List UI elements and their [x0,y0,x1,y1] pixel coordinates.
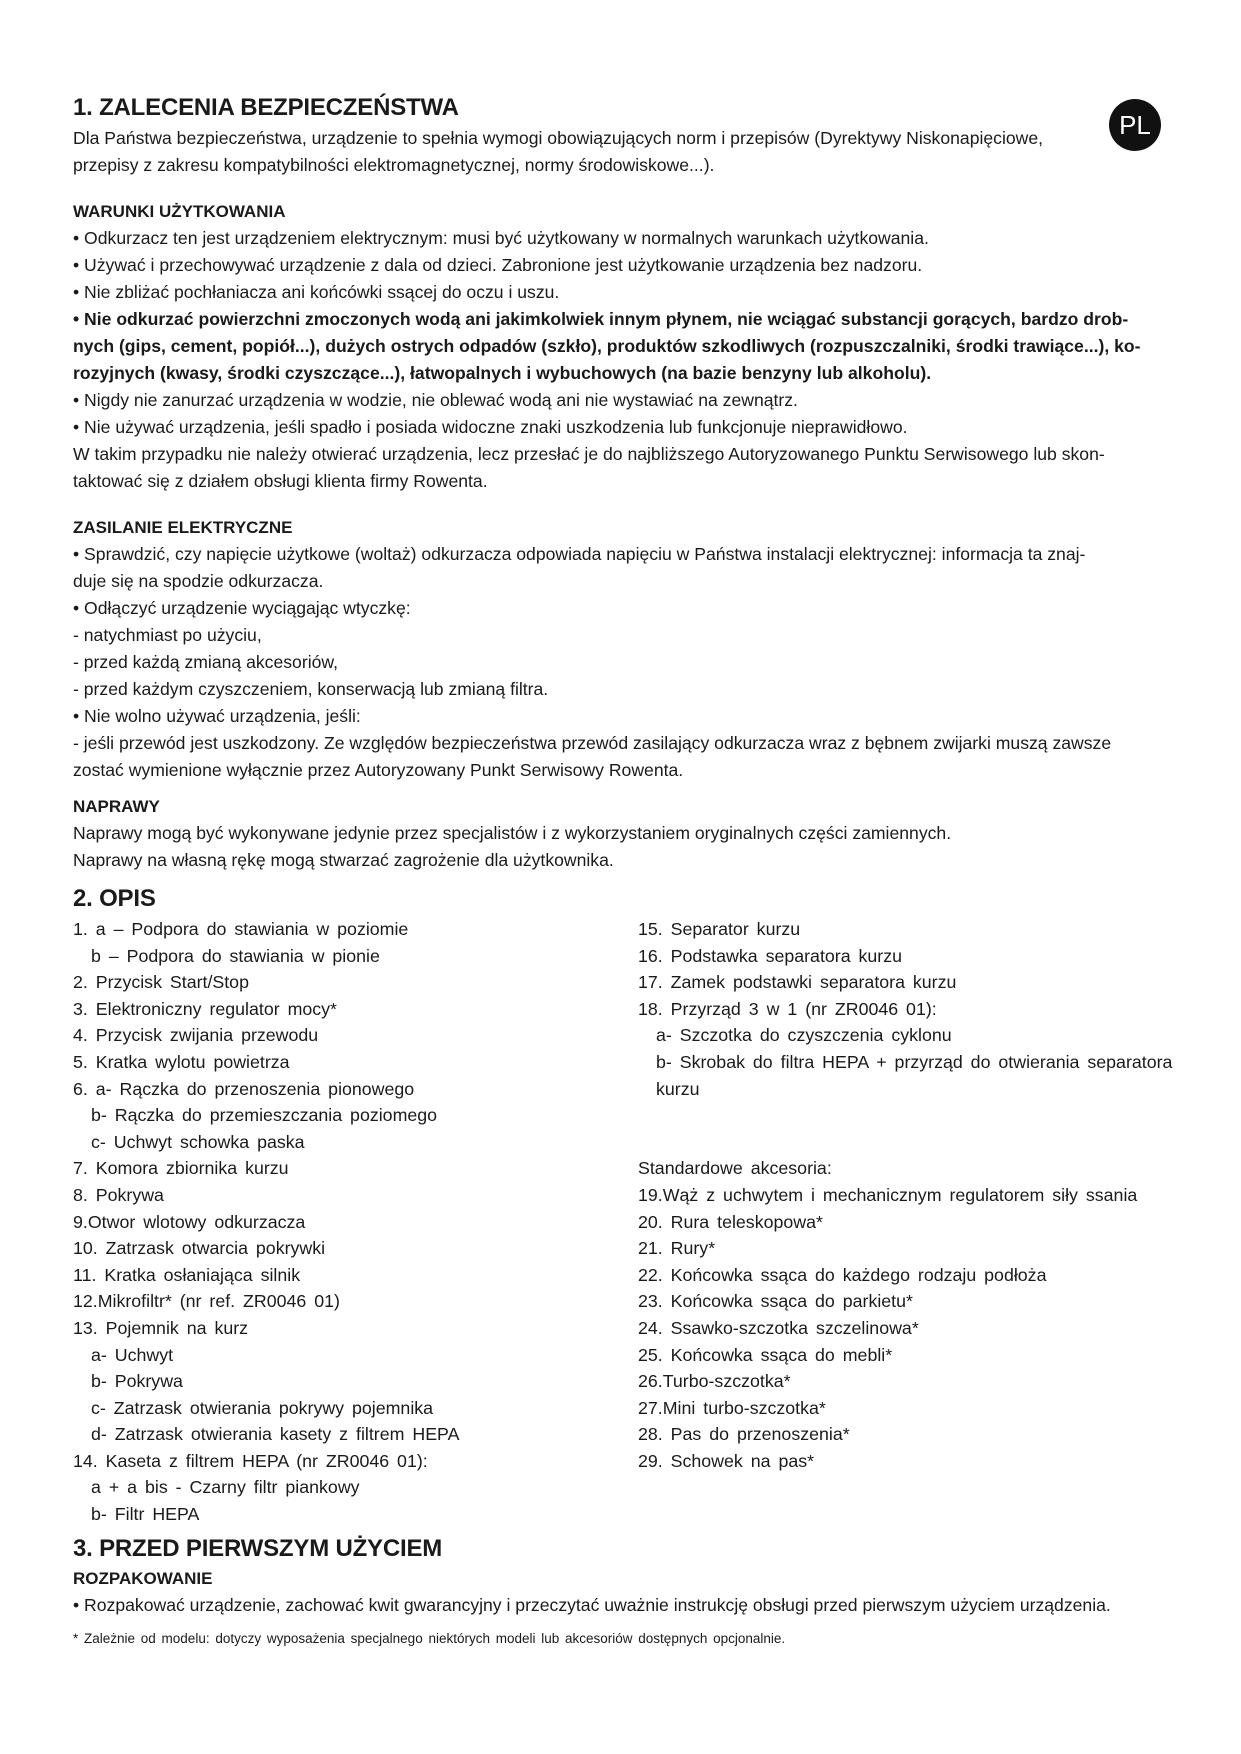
text-line: • Rozpakować urządzenie, zachować kwit gwarancyjny i przeczytać uważnie instrukcję obsługi przed pierwszym użyciem urządzenia. [73,1594,1111,1615]
text-line: W takim przypadku nie należy otwierać urządzenia, lecz przesłać je do najbliższego Autoryzowanego Punktu Serwisowego lub skon- [73,444,1105,464]
text-line: zostać wymienione wyłącznie przez Autoryzowany Punkt Serwisowy Rowenta. [73,760,684,780]
parts-list-item: 18. Przyrząd 3 w 1 (nr ZR0046 01): [638,998,937,1019]
text-line: - przed każdą zmianą akcesoriów, [73,652,339,672]
text-line: • Nigdy nie zanurzać urządzenia w wodzie, nie oblewać wodą ani nie wystawiać na zewnątrz. [73,390,798,410]
section-title-safety: 1. ZALECENIA BEZPIECZEŃSTWA [73,94,459,121]
page-content [73,93,1203,1649]
subheading-rozpakowanie: ROZPAKOWANIE [73,1568,213,1588]
text-line: • Nie zbliżać pochłaniacza ani końcówki ssącej do oczu i uszu. [73,282,560,302]
parts-list-item: b- Pokrywa [91,1371,183,1392]
parts-list-item: b – Podpora do stawiania w pionie [91,945,380,966]
text-line: • Odłączyć urządzenie wyciągając wtyczkę: [73,598,411,618]
parts-list-item: 12.Mikrofiltr* (nr ref. ZR0046 01) [73,1291,340,1312]
parts-list-item: 2. Przycisk Start/Stop [73,972,249,993]
text-line: • Nie używać urządzenia, jeśli spadło i posiada widoczne znaki uszkodzenia lub funkcjonuje nieprawidłowo. [73,417,908,437]
parts-list-left [73,916,638,1528]
text-line: - przed każdym czyszczeniem, konserwacją lub zmianą filtra. [73,679,549,699]
text-line: • Odkurzacz ten jest urządzeniem elektrycznym: musi być użytkowany w normalnych warunkach użytkowania. [73,228,929,248]
parts-list-item: 7. Komora zbiornika kurzu [73,1158,289,1179]
intro-line: Dla Państwa bezpieczeństwa, urządzenie to spełnia wymogi obowiązujących norm i przepisów (Dyrektywy Niskonapięciowe, [73,128,1044,148]
parts-list-item: 23. Końcowka ssąca do parkietu* [638,1291,913,1312]
intro-line: przepisy z zakresu kompatybilności elektromagnetycznej, normy środowiskowe...). [73,155,715,175]
parts-list-item: 15. Separator kurzu [638,919,801,939]
warning-line: rozyjnych (kwasy, środki czyszczące...), łatwopalnych i wybuchowych (na bazie benzyny lub alkoholu). [73,363,932,383]
subheading-zasilanie: ZASILANIE ELEKTRYCZNE [73,518,293,537]
parts-list-item: 24. Ssawko-szczotka szczelinowa* [638,1317,919,1338]
subheading-warunki: WARUNKI UŻYTKOWANIA [73,202,286,221]
parts-list-item: 25. Końcowka ssąca do mebli* [638,1344,893,1365]
parts-list-item: c- Zatrzask otwierania pokrywy pojemnika [91,1397,434,1418]
warning-line: nych (gips, cement, popiół...), dużych ostrych odpadów (szkło), produktów szkodliwych (rozpuszczalniki, środki trawiące...), ko- [73,336,1141,356]
parts-list-item [638,1102,1198,1129]
parts-list-item: kurzu [656,1078,700,1099]
parts-list-item: 26.Turbo-szczotka* [638,1371,791,1392]
text-line: duje się na spodzie odkurzacza. [73,571,324,591]
parts-list-item: 1. a – Podpora do stawiania w poziomie [73,919,409,939]
parts-list-item: b- Filtr HEPA [91,1504,200,1525]
parts-list [73,916,1203,1528]
parts-list-item: 9.Otwor wlotowy odkurzacza [73,1211,306,1232]
text-line: • Nie wolno używać urządzenia, jeśli: [73,706,361,726]
parts-list-item: a + a bis - Czarny filtr piankowy [91,1477,360,1498]
text-line: Naprawy mogą być wykonywane jedynie przez specjalistów i z wykorzystaniem oryginalnych części zamiennych. [73,823,952,843]
subheading-naprawy: NAPRAWY [73,797,160,816]
parts-list-right [638,916,1198,1528]
parts-list-item: Standardowe akcesoria: [638,1158,832,1179]
warning-line: • Nie odkurzać powierzchni zmoczonych wodą ani jakimkolwiek innym płynem, nie wciągać substancji gorących, bardzo drob- [73,309,1129,329]
parts-list-item: d- Zatrzask otwierania kasety z filtrem HEPA [91,1424,460,1445]
section-title-opis: 2. OPIS [73,885,156,912]
parts-list-item: 11. Kratka osłaniająca silnik [73,1264,301,1285]
parts-list-item: 17. Zamek podstawki separatora kurzu [638,972,957,993]
parts-list-item: 14. Kaseta z filtrem HEPA (nr ZR0046 01): [73,1450,428,1471]
text-line: • Sprawdzić, czy napięcie użytkowe (woltaż) odkurzacza odpowiada napięciu w Państwa instalacji elektrycznej: informacja ta znaj- [73,544,1086,564]
text-line: - natychmiast po użyciu, [73,625,262,645]
text-line: Naprawy na własną rękę mogą stwarzać zagrożenie dla użytkownika. [73,850,614,870]
parts-list-item: 27.Mini turbo-szczotka* [638,1397,826,1418]
parts-list-item: a- Uchwyt [91,1344,174,1365]
parts-list-item: 29. Schowek na pas* [638,1450,815,1471]
parts-list-item: 13. Pojemnik na kurz [73,1317,249,1338]
parts-list-item: 20. Rura teleskopowa* [638,1211,823,1232]
parts-list-item [638,1129,1198,1156]
parts-list-item: 6. a- Rączka do przenoszenia pionowego [73,1078,415,1099]
parts-list-item: c- Uchwyt schowka paska [91,1131,305,1152]
parts-list-item: a- Szczotka do czyszczenia cyklonu [656,1025,952,1046]
footnote: * Zależnie od modelu: dotyczy wyposażenia specjalnego niektórych modeli lub akcesoriów dostępnych opcjonalnie. [73,1630,786,1646]
text-line: taktować się z działem obsługi klienta firmy Rowenta. [73,471,488,491]
parts-list-item: 8. Pokrywa [73,1184,164,1205]
language-badge: PL [1109,99,1161,151]
parts-list-item: 19.Wąż z uchwytem i mechanicznym regulatorem siły ssania [638,1184,1138,1205]
parts-list-item: b- Skrobak do filtra HEPA + przyrząd do otwierania separatora [656,1051,1173,1072]
parts-list-item: 4. Przycisk zwijania przewodu [73,1025,319,1046]
parts-list-item: 10. Zatrzask otwarcia pokrywki [73,1238,326,1259]
text-line: • Używać i przechowywać urządzenie z dala od dzieci. Zabronione jest użytkowanie urządzenia bez nadzoru. [73,255,923,275]
text-line: - jeśli przewód jest uszkodzony. Ze względów bezpieczeństwa przewód zasilający odkurzacza wraz z bębnem zwijarki muszą zawsze [73,733,1112,753]
parts-list-item: 22. Końcowka ssąca do każdego rodzaju podłoża [638,1264,1047,1285]
parts-list-item: 28. Pas do przenoszenia* [638,1424,850,1445]
parts-list-item: 5. Kratka wylotu powietrza [73,1051,290,1072]
parts-list-item: 16. Podstawka separatora kurzu [638,945,903,966]
parts-list-item: 3. Elektroniczny regulator mocy* [73,998,337,1019]
parts-list-item: 21. Rury* [638,1238,716,1259]
parts-list-item: b- Rączka do przemieszczania poziomego [91,1105,438,1126]
section-title-before-first-use: 3. PRZED PIERWSZYM UŻYCIEM [73,1534,443,1562]
